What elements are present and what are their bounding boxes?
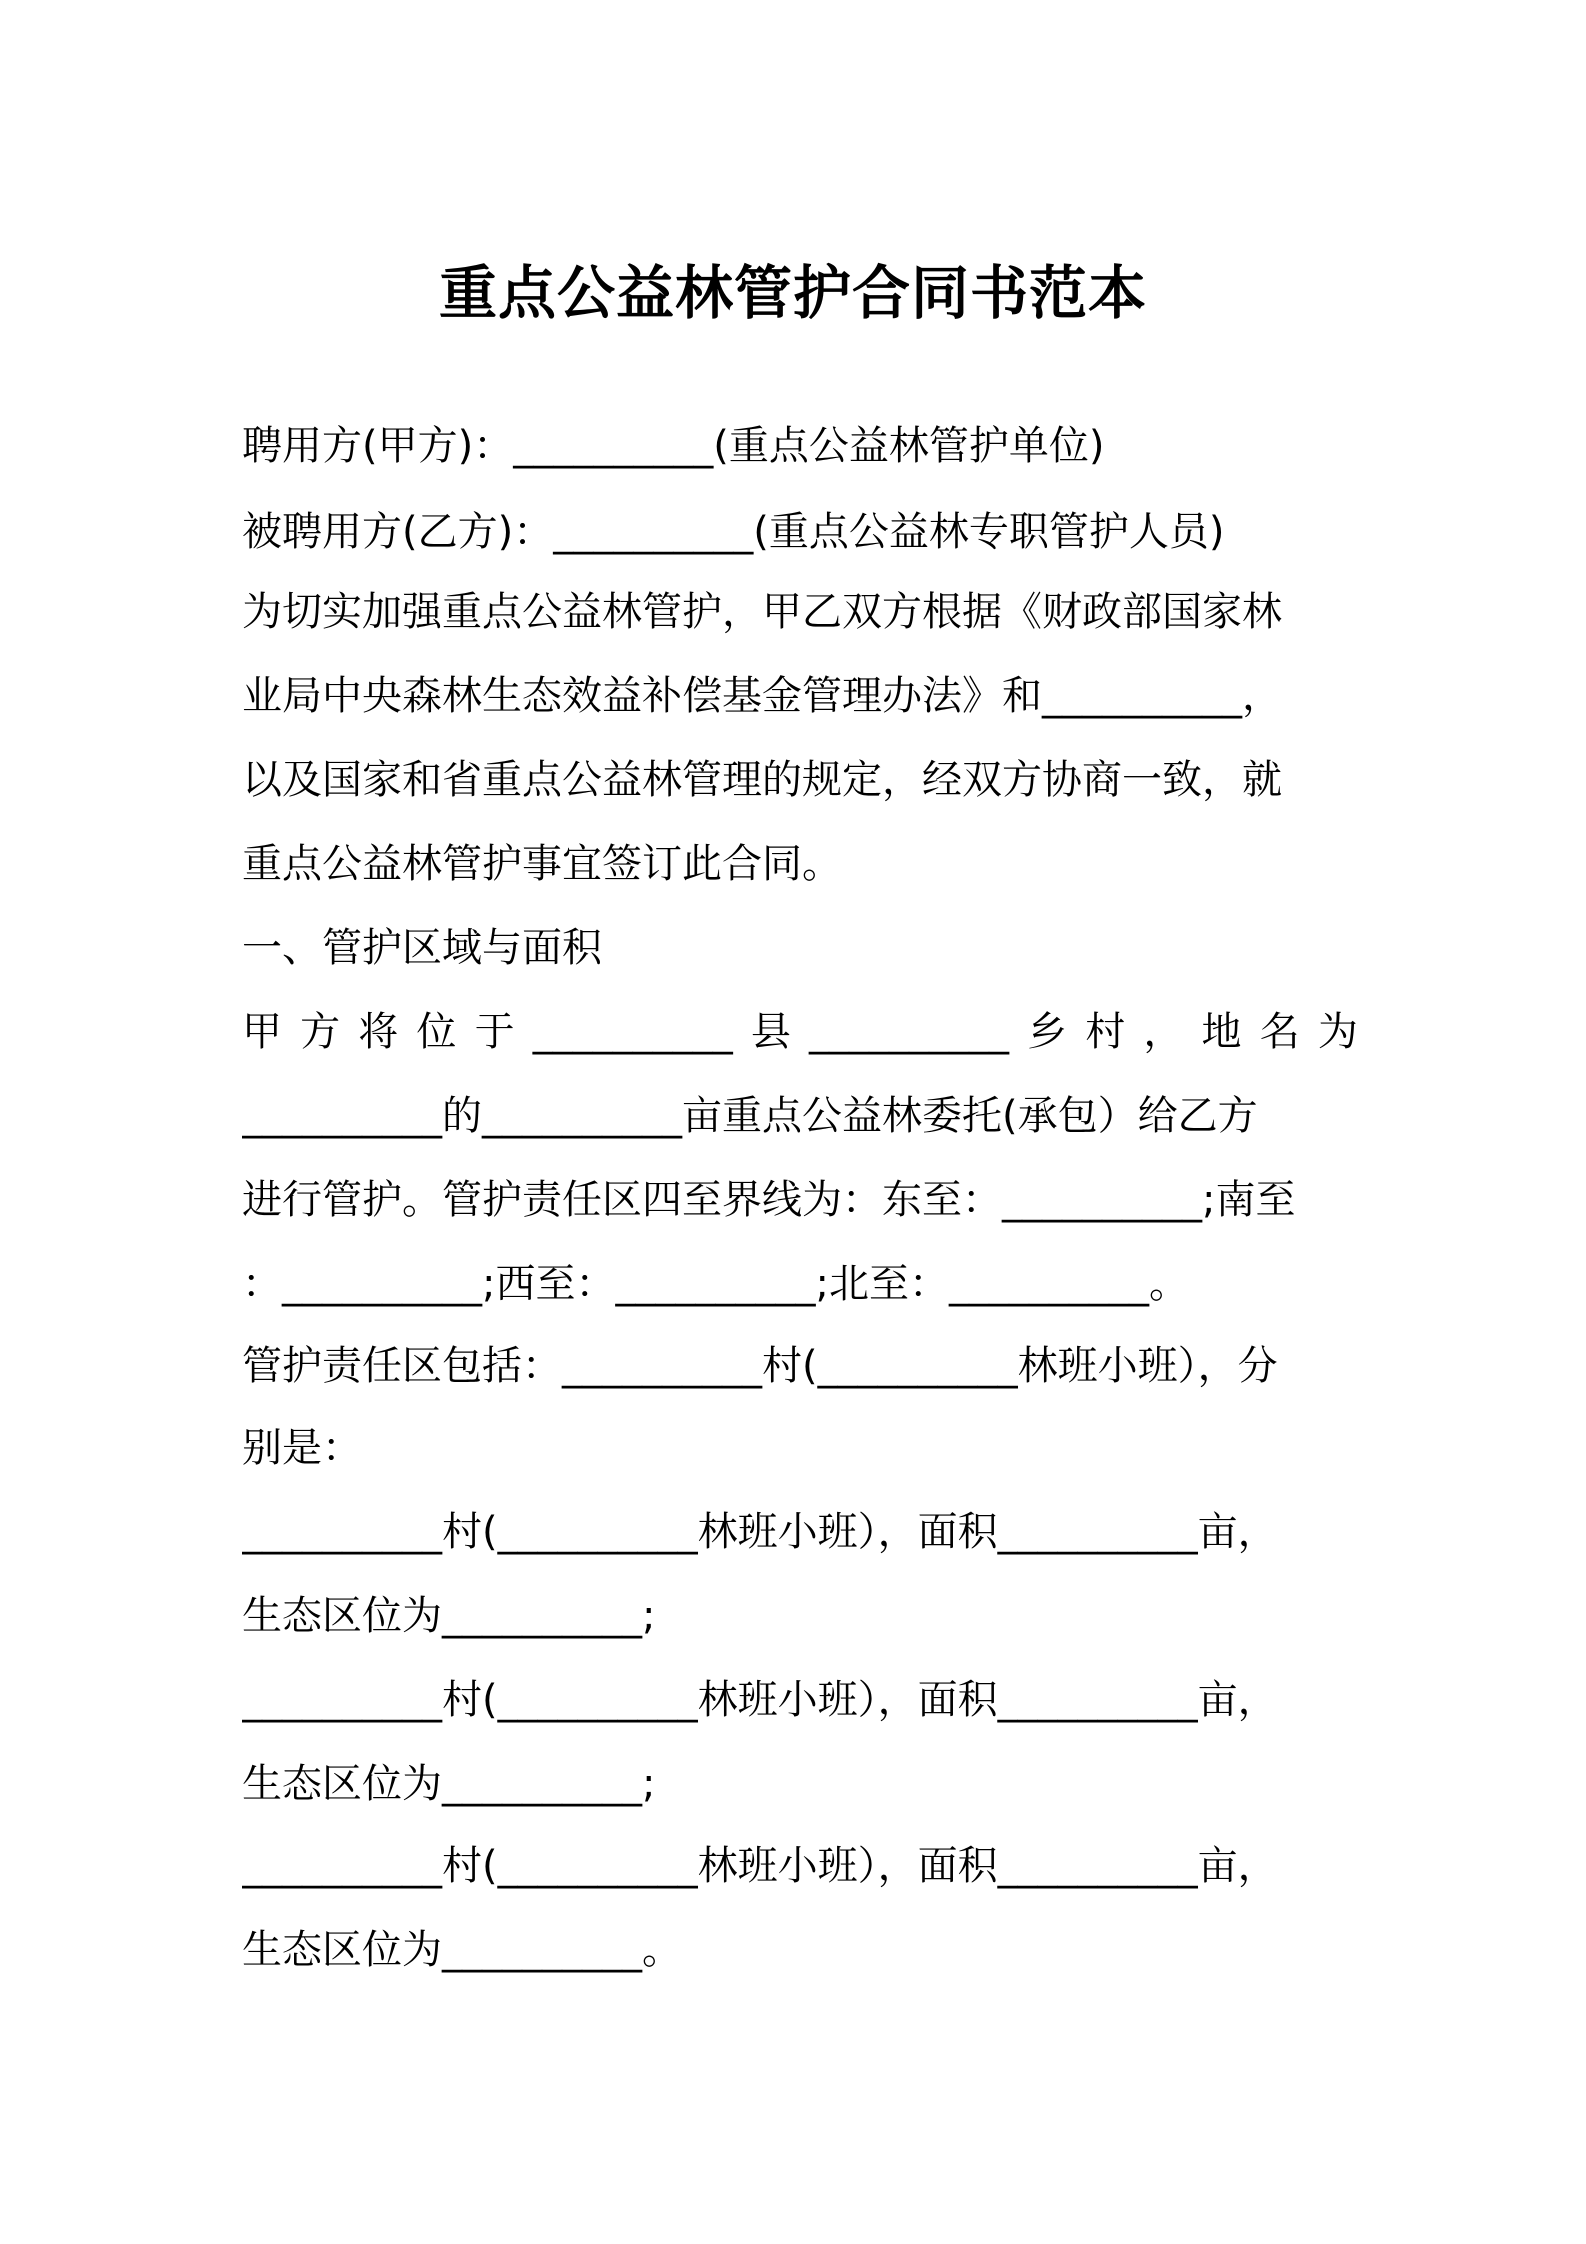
text-segment: 名 xyxy=(1259,1009,1300,1055)
paragraph-line-4: 业局中央森林生态效益补偿基金管理办法》和__________， xyxy=(242,673,1282,719)
text-segment: 县 xyxy=(750,1009,791,1055)
document-title: 重点公益林管护合同书范本 xyxy=(438,259,1147,327)
paragraph-line-2: 被聘用方(乙方)：__________(重点公益林专职管护人员) xyxy=(242,509,1225,555)
paragraph-line-16: __________村(__________林班小班），面积__________亩， xyxy=(242,1677,1278,1723)
paragraph-line-3: 为切实加强重点公益林管护，甲乙双方根据《财政部国家林 xyxy=(242,589,1282,635)
text-segment: ， xyxy=(1143,1009,1184,1055)
paragraph-line-10: 进行管护。管护责任区四至界线为：东至：__________;南至 xyxy=(242,1177,1296,1223)
text-segment: 村 xyxy=(1085,1009,1126,1055)
paragraph-line-9: __________的__________亩重点公益林委托(承包）给乙方 xyxy=(242,1093,1258,1139)
paragraph-line-6: 重点公益林管护事宜签订此合同。 xyxy=(242,841,842,887)
text-segment: 为 xyxy=(1317,1009,1358,1055)
paragraph-line-19: 生态区位为__________。 xyxy=(242,1927,682,1973)
text-segment: 乡 xyxy=(1027,1009,1068,1055)
paragraph-line-5: 以及国家和省重点公益林管理的规定，经双方协商一致，就 xyxy=(242,757,1282,803)
paragraph-line-17: 生态区位为__________; xyxy=(242,1761,656,1807)
text-segment: 将 xyxy=(358,1009,399,1055)
text-segment: 地 xyxy=(1201,1009,1242,1055)
paragraph-line-15: 生态区位为__________; xyxy=(242,1593,656,1639)
paragraph-line-12: 管护责任区包括：__________村(__________林班小班），分 xyxy=(242,1343,1278,1389)
paragraph-line-14: __________村(__________林班小班），面积__________亩， xyxy=(242,1509,1278,1555)
text-segment: 于 xyxy=(474,1009,515,1055)
text-segment: 位 xyxy=(416,1009,457,1055)
paragraph-line-18: __________村(__________林班小班），面积__________亩， xyxy=(242,1843,1278,1889)
paragraph-line-1: 聘用方(甲方)：__________(重点公益林管护单位) xyxy=(242,423,1105,469)
paragraph-line-11: ：__________;西至：__________;北至：__________。 xyxy=(242,1261,1189,1307)
blank-field: __________ xyxy=(808,1009,1009,1055)
paragraph-line-8 xyxy=(242,1004,1358,1060)
text-segment: 甲 xyxy=(242,1009,282,1055)
paragraph-line-13: 别是： xyxy=(242,1425,362,1471)
text-segment: 方 xyxy=(300,1009,341,1055)
section-heading-1: 一、管护区域与面积 xyxy=(242,925,602,971)
blank-field: __________ xyxy=(532,1009,733,1055)
